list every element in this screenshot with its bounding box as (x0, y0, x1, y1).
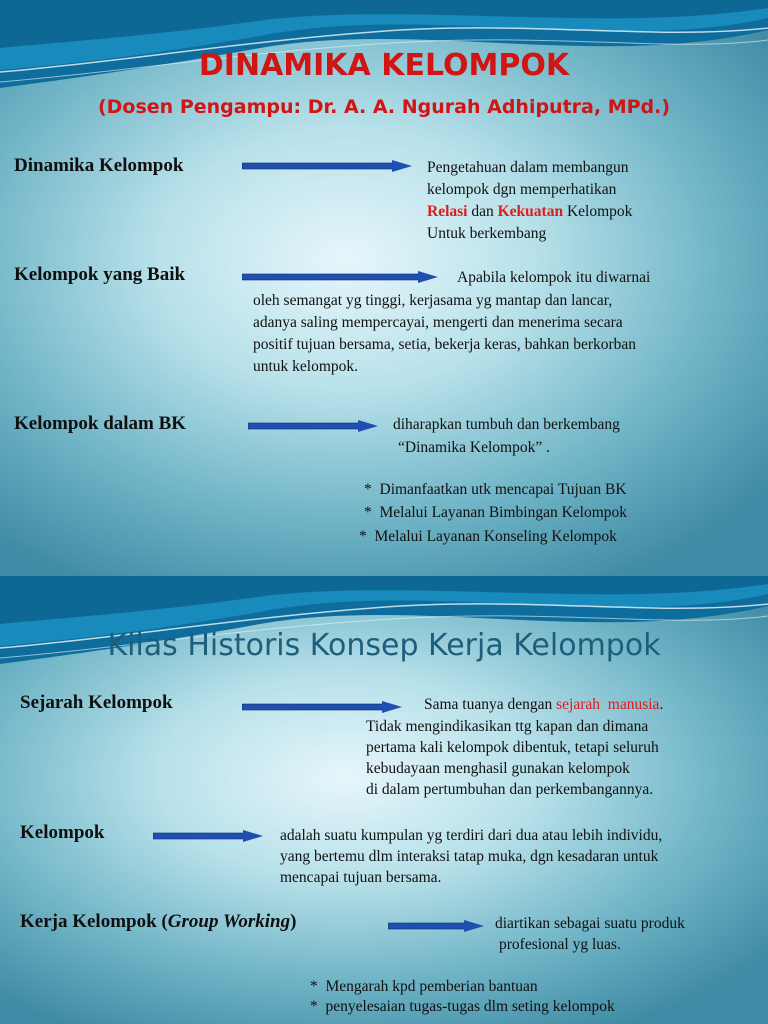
desc-line: “Dinamika Kelompok” . (398, 439, 550, 456)
term-kelompok: Kelompok (20, 822, 105, 843)
slide-2 (0, 576, 768, 1024)
term-italic: Group Working (167, 911, 291, 932)
bullet-item: * penyelesaian tugas-tugas dlm seting kelompok (310, 998, 615, 1015)
desc-line: pertama kali kelompok dibentuk, tetapi seluruh (366, 739, 659, 756)
bullet-item: * Melalui Layanan Bimbingan Kelompok (364, 504, 628, 521)
lead-text: Sama tuanya dengan (424, 696, 557, 713)
bullet-item: * Mengarah kpd pemberian bantuan (310, 978, 538, 995)
term-kerja-kelompok (20, 911, 296, 933)
desc-line: Tidak mengindikasikan ttg kapan dan dimana (366, 718, 649, 735)
arrow-right-icon (242, 701, 402, 713)
desc-line: Pengetahuan dalam membangun (427, 159, 629, 176)
lead-end: . (659, 696, 664, 713)
desc-line: di dalam pertumbuhan dan perkembangannya. (366, 781, 654, 798)
slide-title: Kilas Historis Konsep Kerja Kelompok (107, 628, 661, 663)
desc-line: Apabila kelompok itu diwarnai (457, 269, 651, 286)
conj-text: dan (467, 203, 498, 220)
arrow-right-icon (153, 830, 263, 842)
desc-line: adalah suatu kumpulan yg terdiri dari dua atau lebih individu, (280, 827, 663, 844)
term-sejarah-kelompok: Sejarah Kelompok (20, 692, 173, 713)
term-end: ) (290, 911, 297, 932)
bullet-item: * Melalui Layanan Konseling Kelompok (359, 528, 617, 545)
highlight-kekuatan: Kekuatan (497, 203, 564, 220)
term-main: Kerja Kelompok ( (20, 911, 168, 932)
tail-text: Kelompok (563, 203, 633, 220)
desc-line: profesional yg luas. (499, 936, 621, 953)
desc-line: oleh semangat yg tinggi, kerjasama yg mantap dan lancar, (253, 292, 613, 309)
arrow-right-icon (242, 271, 438, 283)
desc-line: kebudayaan menghasil gunakan kelompok (366, 760, 630, 777)
desc-line: diartikan sebagai suatu produk (495, 915, 685, 932)
term-kelompok-dalam-bk: Kelompok dalam BK (14, 413, 187, 434)
desc-line: diharapkan tumbuh dan berkembang (393, 416, 620, 433)
desc-line: Untuk berkembang (427, 225, 547, 242)
highlight-sejarah-manusia: sejarah manusia (556, 696, 660, 713)
highlight-relasi: Relasi (427, 203, 468, 220)
desc-line: kelompok dgn memperhatikan (427, 181, 617, 198)
desc-line: yang bertemu dlm interaksi tatap muka, dgn kesadaran untuk (280, 848, 659, 865)
term-kelompok-yang-baik: Kelompok yang Baik (14, 264, 186, 285)
desc-line-relasi (427, 201, 632, 222)
arrow-right-icon (388, 920, 484, 932)
desc-line: adanya saling mempercayai, mengerti dan menerima secara (253, 314, 623, 331)
slide-title: DINAMIKA KELOMPOK (198, 48, 570, 83)
desc-line: mencapai tujuan bersama. (280, 869, 442, 886)
bullet-item: * Dimanfaatkan utk mencapai Tujuan BK (364, 481, 627, 498)
slide-subtitle: (Dosen Pengampu: Dr. A. A. Ngurah Adhiputra, MPd.) (97, 96, 671, 118)
arrow-right-icon (248, 420, 378, 432)
desc-line: positif tujuan bersama, setia, bekerja keras, bahkan berkorban (253, 336, 637, 353)
arrow-right-icon (242, 160, 412, 172)
desc-line-sejarah (424, 694, 663, 715)
term-dinamika-kelompok: Dinamika Kelompok (14, 155, 184, 176)
desc-line: untuk kelompok. (253, 358, 359, 375)
